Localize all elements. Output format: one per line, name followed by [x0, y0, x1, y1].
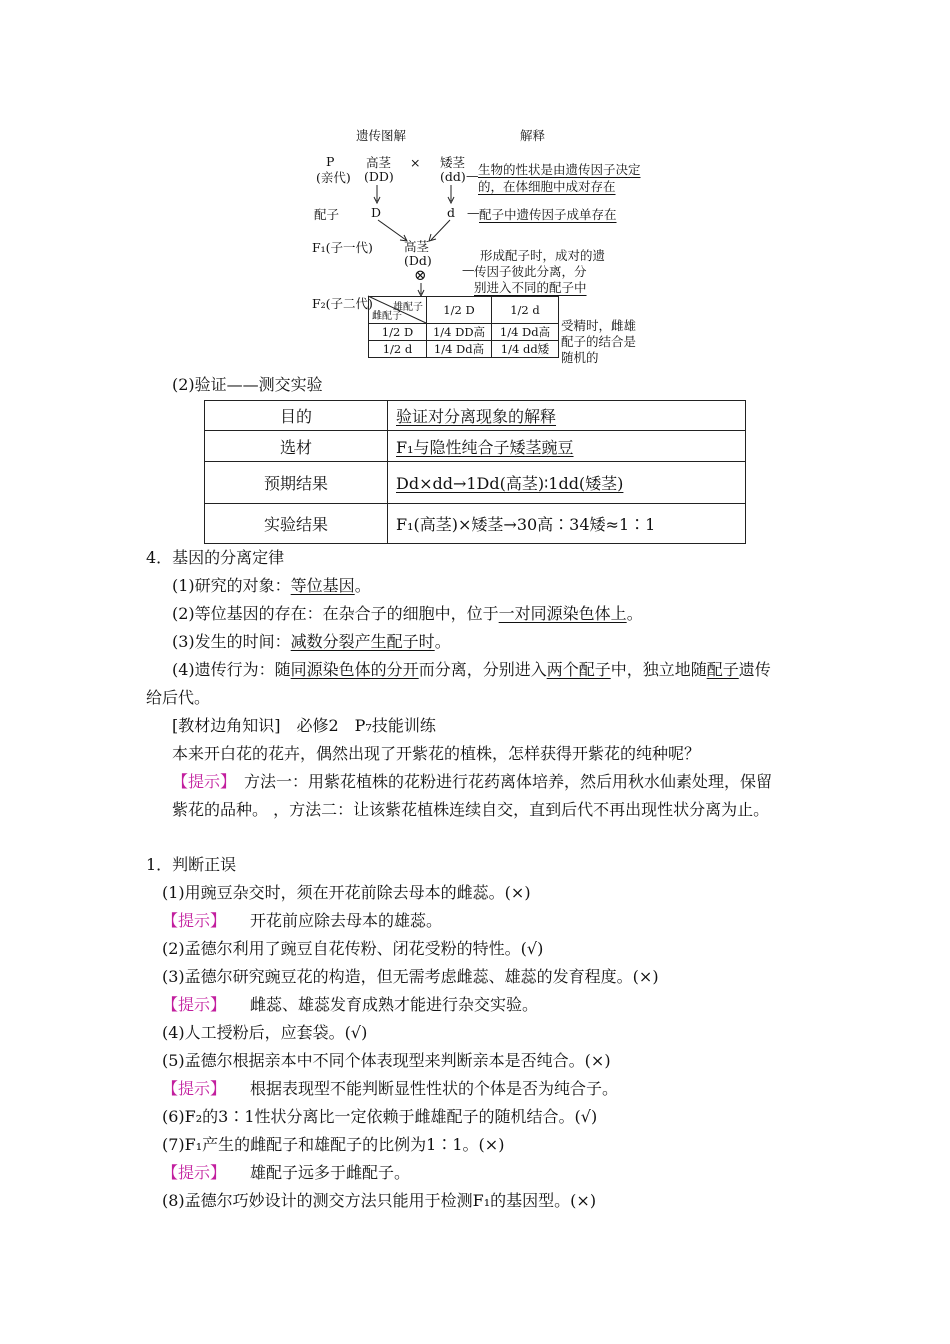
verify-value: F₁(高茎)×矮茎→30高∶34矮≈1∶1 [388, 504, 746, 544]
cross-symbol: × [410, 155, 421, 170]
punnett-corner: 雄配子 雌配子 [369, 297, 427, 324]
parent-tall-genotype: (DD) [364, 169, 394, 184]
verify-label: 预期结果 [205, 462, 388, 504]
judge-item-4: (4)人工授粉后，应套袋。(√) [162, 1023, 368, 1042]
parent-tall: 高茎 [366, 155, 392, 170]
judge-tip-5: 【提示】 根据表现型不能判断显性性状的个体是否为纯合子。 [162, 1079, 619, 1098]
law-item-2: (2)等位基因的存在：在杂合子的细胞中，位于一对同源染色体上。 [172, 604, 643, 623]
punnett-cell: 1/4 dd矮 [492, 341, 559, 358]
f2-label: F₂(子二代) [312, 296, 373, 311]
verify-heading: (2)验证——测交实验 [172, 375, 323, 394]
punnett-cell: 1/4 DD高 [427, 324, 492, 341]
verify-value: 验证对分离现象的解释 [388, 401, 746, 431]
law-item-4: (4)遗传行为：随同源染色体的分开而分离，分别进入两个配子中，独立地随配子遗传 [172, 660, 771, 679]
corner-title: [教材边角知识] 必修2 P₇技能训练 [172, 716, 436, 735]
diagram-header-left: 遗传图解 [356, 128, 407, 143]
tip-label: 【提示】 [162, 1079, 227, 1098]
judge-tip-7: 【提示】 雄配子远多于雌配子。 [162, 1163, 411, 1182]
note-1b: 的，在体细胞中成对存在 [478, 179, 616, 194]
gamete-label: 配子 [314, 207, 340, 222]
judge-item-1: (1)用豌豆杂交时，须在开花前除去母本的雌蕊。(×) [162, 883, 531, 902]
punnett-row-1-head: 1/2 D [369, 324, 427, 341]
gamete-d: d [447, 205, 456, 220]
table-row [205, 431, 746, 462]
note-1a: 生物的性状是由遗传因子决定 [478, 162, 641, 177]
law-heading: 4．基因的分离定律 [146, 548, 285, 567]
punnett-cell: 1/4 Dd高 [427, 341, 492, 358]
note-4c: 随机的 [561, 350, 599, 365]
verify-value: F₁与隐性纯合子矮茎豌豆 [388, 431, 746, 462]
punnett-header-2: 1/2 d [492, 297, 559, 324]
judge-tip-1: 【提示】 开花前应除去母本的雄蕊。 [162, 911, 443, 930]
punnett-cell: 1/4 Dd高 [492, 324, 559, 341]
verify-value: Dd×dd→1Dd(高茎)∶1dd(矮茎) [388, 462, 746, 504]
law-item-1: (1)研究的对象：等位基因。 [172, 576, 371, 595]
law-item-3: (3)发生的时间：减数分裂产生配子时。 [172, 632, 451, 651]
judge-item-5: (5)孟德尔根据亲本中不同个体表现型来判断亲本是否纯合。(×) [162, 1051, 611, 1070]
verify-label: 实验结果 [205, 504, 388, 544]
table-row [205, 504, 746, 544]
judge-item-3: (3)孟德尔研究豌豆花的构造，但无需考虑雌蕊、雄蕊的发育程度。(×) [162, 967, 659, 986]
note-4a: 受精时，雌雄 [561, 318, 637, 333]
f1-genotype: (Dd) [404, 253, 432, 268]
note-3a: 形成配子时，成对的遗 [480, 248, 606, 263]
law-item-4-cont: 给后代。 [146, 688, 211, 707]
judge-item-7: (7)F₁产生的雌配子和雄配子的比例为1∶1。(×) [162, 1135, 505, 1154]
gamete-D: D [371, 205, 382, 220]
note-3b: 传因子彼此分离，分 [474, 264, 587, 279]
note-4b: 配子的结合是 [561, 334, 637, 349]
verify-label: 选材 [205, 431, 388, 462]
note-2: 配子中遗传因子成单存在 [479, 207, 617, 222]
judge-item-6: (6)F₂的3∶1性状分离比一定依赖于雌雄配子的随机结合。(√) [162, 1107, 598, 1126]
corner-answer-2: 紫花的品种。 ，方法二：让该紫花植株连续自交，直到后代不再出现性状分离为止。 [172, 800, 770, 819]
judge-item-8: (8)孟德尔巧妙设计的测交方法只能用于检测F₁的基因型。(×) [162, 1191, 597, 1210]
parent-dwarf-genotype: (dd) [440, 169, 466, 184]
punnett-square [368, 296, 559, 358]
corner-question: 本来开白花的花卉，偶然出现了开紫花的植株，怎样获得开紫花的纯种呢？ [172, 744, 701, 763]
diagram-header-right: 解释 [520, 128, 546, 143]
tip-label: 【提示】 [162, 995, 227, 1014]
verify-label: 目的 [205, 401, 388, 431]
note-3c: 别进入不同的配子中 [474, 280, 587, 295]
judge-item-2: (2)孟德尔利用了豌豆自花传粉、闭花受粉的特性。(√) [162, 939, 544, 958]
p-label: P [326, 154, 335, 169]
corner-answer-1: 【提示】 方法一：用紫花植株的花粉进行花药离体培养，然后用秋水仙素处理，保留 [172, 772, 773, 791]
punnett-header-1: 1/2 D [427, 297, 492, 324]
table-row [205, 462, 746, 504]
judge-heading: 1．判断正误 [146, 855, 237, 874]
punnett-row-2-head: 1/2 d [369, 341, 427, 358]
tip-label: 【提示】 [172, 772, 229, 791]
tip-label: 【提示】 [162, 911, 227, 930]
p-label-sub: (亲代) [316, 170, 351, 185]
parent-dwarf: 矮茎 [440, 155, 466, 170]
tip-label: 【提示】 [162, 1163, 227, 1182]
verify-table [204, 400, 746, 544]
table-row [205, 401, 746, 431]
selfing-icon: ⊗ [414, 266, 427, 284]
f1-phenotype: 高茎 [404, 239, 430, 254]
judge-tip-3: 【提示】 雌蕊、雄蕊发育成熟才能进行杂交实验。 [162, 995, 539, 1014]
f1-label: F₁(子一代) [312, 240, 373, 255]
